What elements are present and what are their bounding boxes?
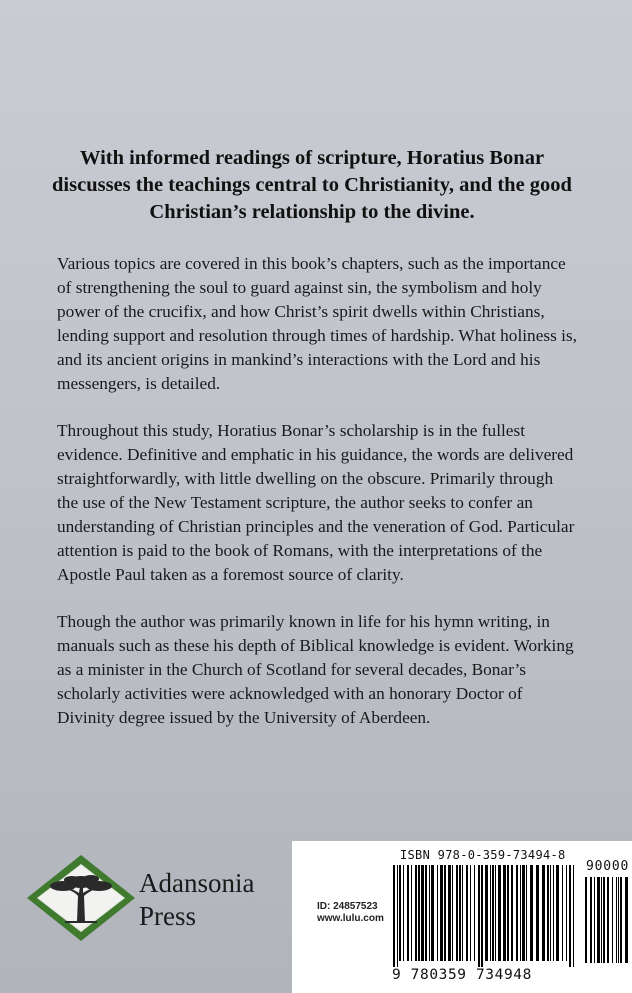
barcode-bar — [393, 865, 395, 967]
barcode-bar — [520, 865, 521, 961]
barcode-bar — [437, 865, 438, 961]
barcode-bar — [562, 865, 563, 961]
baobab-tree-logo-icon — [25, 852, 137, 944]
description — [57, 252, 577, 753]
barcode-bar — [498, 865, 501, 961]
barcode-bar — [569, 865, 571, 967]
barcode-bar — [452, 865, 453, 961]
barcode-bar — [590, 877, 592, 963]
paragraph-2: Throughout this study, Horatius Bonar’s scholarship is in the fullest evidence. Definitive and emphatic in his guidance, the words are delivered straightforwardly, with little dwelling on the obscure. Primarily through the use of the New Testament scripture, the author seeks to confer an understanding of Christian principles and the veneration of God. Particular attention is paid to the book of Romans, with the interpretations of the Apostle Paul taken as a foremost source of clarity. — [57, 421, 575, 584]
barcode-bar — [511, 865, 513, 961]
barcode-bar — [459, 865, 461, 961]
barcode-bar — [407, 865, 409, 961]
barcode-bar — [603, 877, 605, 963]
barcode-bar — [607, 877, 609, 963]
barcode-bar — [594, 877, 595, 963]
addon-barcode — [585, 877, 629, 965]
barcode-bar — [440, 865, 443, 961]
barcode-bar — [618, 877, 619, 963]
barcode-bar — [620, 877, 622, 963]
barcode-bar — [490, 865, 491, 961]
barcode-bar — [547, 865, 549, 961]
barcode-bar — [448, 865, 451, 961]
barcode-bar — [418, 865, 420, 961]
barcode-bar — [481, 865, 483, 967]
barcode-bar — [553, 865, 554, 961]
barcode-digits: 9 780359 734948 — [392, 967, 532, 983]
barcode-panel — [292, 841, 632, 993]
isbn-label: ISBN 978-0-359-73494-8 — [400, 848, 566, 862]
barcode-bar — [550, 865, 551, 961]
tagline: With informed readings of scripture, Horatius Bonar discusses the teachings central to Christianity, and the good Christian’s relationship to the divine. — [52, 147, 572, 223]
barcode-bar — [536, 865, 539, 961]
barcode-bar — [474, 865, 475, 961]
barcode-bar — [478, 865, 480, 967]
barcode-bar — [470, 865, 471, 961]
barcode-bar — [425, 865, 427, 961]
barcode-bar — [421, 865, 424, 961]
barcode-bar — [507, 865, 509, 961]
lulu-id-block — [317, 901, 384, 925]
lulu-id: ID: 24857523 — [317, 901, 378, 912]
barcode-bar — [399, 865, 401, 961]
barcode-bar — [612, 877, 613, 963]
barcode-bar — [431, 865, 434, 961]
barcode-bar — [526, 865, 527, 961]
barcode-bar — [516, 865, 518, 961]
barcode-bar — [597, 877, 600, 963]
barcode-bar — [495, 865, 496, 961]
publisher-name-line-2: Press — [139, 901, 197, 931]
lulu-site: www.lulu.com — [317, 913, 384, 924]
barcode-bar — [601, 877, 602, 963]
publisher-name-line-1: Adansonia — [139, 868, 255, 898]
barcode-bar — [585, 877, 587, 963]
barcode-bar — [492, 865, 494, 961]
barcode-bar — [542, 865, 545, 961]
barcode-bar — [485, 865, 488, 961]
barcode-bar — [573, 865, 574, 967]
barcode-bar — [556, 865, 559, 961]
barcode-addon-number: 90000 — [586, 859, 630, 874]
paragraph-1: Various topics are covered in this book’s chapters, such as the importance of strengthening the soul to guard against sin, the symbolism and holy power of the crucifix, and how Christ’s spirit dwells within Christians, lending support and resolution through times of hardship. What holiness is, and its ancient origins in mankind’s interactions with the Lord and his messengers, is detailed. — [57, 254, 577, 393]
barcode-bar — [616, 877, 617, 963]
barcode-bar — [503, 865, 506, 961]
barcode-bar — [625, 877, 628, 963]
barcode-bar — [456, 865, 458, 961]
barcode-bar — [411, 865, 412, 961]
publisher-name — [139, 867, 254, 933]
barcode-bar — [566, 865, 567, 961]
barcode-bar — [530, 865, 533, 961]
barcode-bar — [462, 865, 463, 961]
barcode-bar — [429, 865, 430, 961]
barcode-bar — [444, 865, 446, 961]
barcode-bar — [466, 865, 468, 961]
barcode-bar — [397, 865, 398, 967]
isbn-barcode — [393, 865, 579, 965]
paragraph-3: Though the author was primarily known in life for his hymn writing, in manuals such as these his depth of Biblical knowledge is evident. Working as a minister in the Church of Scotland for several decades, Bonar’s scholarly activities were acknowledged with an honorary Doctor of Divinity degree issued by the University of Aberdeen. — [57, 612, 574, 727]
barcode-bar — [522, 865, 525, 961]
barcode-bar — [403, 865, 404, 961]
barcode-bar — [415, 865, 417, 961]
